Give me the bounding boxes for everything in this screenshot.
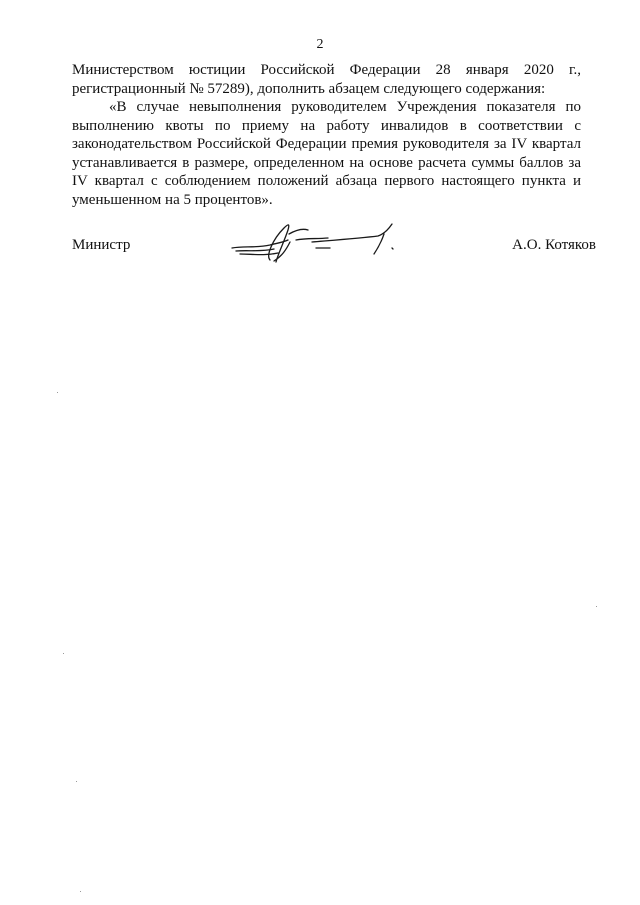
scan-speck [596,606,597,607]
document-body [72,61,581,209]
signatory-title: Министр [72,237,131,253]
scan-speck [57,392,58,393]
scan-speck [63,653,64,654]
scan-speck [80,891,81,892]
scan-speck [76,781,77,782]
paragraph-amendment: «В случае невыполнения руководителем Учреждения показателя по выполнению квоты по приему на работу инвалидов в соответствии с законодательством Российской Федерации премия руководителя за IV квартал устанавливается в размере, определенном на основе расчета суммы баллов за IV квартал с соблюдением положений абзаца первого настоящего пункта и уменьшенном на 5 процентов». [72,99,581,208]
page-number: 2 [316,37,324,52]
paragraph-continuation: Министерством юстиции Российской Федерации 28 января 2020 г., регистрационный № 57289), дополнить абзацем следующего содержания: [72,62,581,97]
signature-block [72,234,596,264]
signatory-name: А.О. Котяков [512,237,596,253]
